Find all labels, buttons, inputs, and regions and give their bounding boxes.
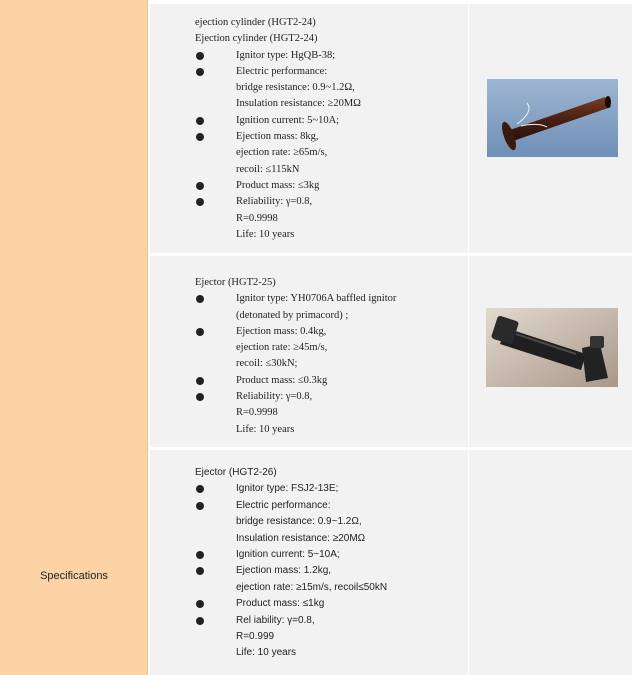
bullet-icon bbox=[196, 182, 204, 190]
spec-line: ejection rate: ≥15m/s, recoil≤50kN bbox=[236, 581, 388, 593]
spec-line: ejection rate: ≥45m/s, bbox=[236, 342, 328, 354]
spec-line: Product mass: ≤1kg bbox=[195, 596, 468, 612]
spec-line: bridge resistance: 0.9~1.2Ω, bbox=[236, 82, 355, 94]
spec-line: Rel iability: γ=0.8, bbox=[195, 613, 468, 629]
spec-line: ejection cylinder (HGT2-24) bbox=[195, 17, 316, 28]
bullet-icon bbox=[196, 485, 204, 493]
bullet-icon bbox=[196, 393, 204, 401]
spec-line: Ejection mass: 1.2kg, bbox=[195, 563, 468, 579]
bullet-icon bbox=[196, 295, 204, 303]
bullet-icon bbox=[196, 52, 204, 60]
spec-line: Ignition current: 5~10A; bbox=[195, 113, 468, 129]
spec-line: Insulation resistance: ≥20MΩ bbox=[236, 98, 361, 110]
spec-line: Life: 10 years bbox=[236, 228, 295, 240]
spec-line: Life: 10 years bbox=[236, 423, 295, 435]
bullet-icon bbox=[196, 567, 204, 575]
bullet-icon bbox=[196, 68, 204, 76]
spec-line: Electric performance: bbox=[195, 64, 468, 80]
ejection-cylinder-photo bbox=[487, 79, 618, 157]
spec-line: R=0.9998 bbox=[236, 212, 278, 224]
product-row-hgt2-26 bbox=[150, 450, 632, 675]
bullet-icon bbox=[196, 617, 204, 625]
spec-line: Ejection mass: 8kg, bbox=[195, 129, 468, 145]
spec-line: bridge resistance: 0.9~1.2Ω, bbox=[236, 516, 362, 528]
spec-line: Ignitor type: HgQB-38; bbox=[195, 48, 468, 64]
ejector-photo bbox=[486, 308, 618, 387]
spec-line: recoil: ≤115kN bbox=[236, 163, 300, 175]
spec-line: Product mass: ≤3kg bbox=[195, 178, 468, 194]
bullet-icon bbox=[196, 600, 204, 608]
product-description bbox=[150, 4, 469, 253]
spec-line: R=0.9998 bbox=[236, 407, 278, 419]
product-description bbox=[150, 450, 469, 675]
specifications-label-cell bbox=[0, 0, 148, 675]
spec-line: Product mass: ≤0.3kg bbox=[195, 373, 468, 389]
bullet-icon bbox=[196, 117, 204, 125]
bullet-icon bbox=[196, 551, 204, 559]
product-image-cell bbox=[470, 256, 632, 447]
spec-line: Ejection cylinder (HGT2-24) bbox=[195, 33, 318, 45]
product-row-hgt2-25 bbox=[150, 256, 632, 447]
bullet-icon bbox=[196, 198, 204, 206]
product-image-cell bbox=[470, 4, 632, 253]
spec-line: Ignitor type: YH0706A baffled ignitor bbox=[195, 291, 468, 307]
spec-line: Insulation resistance: ≥20MΩ bbox=[236, 532, 366, 544]
bullet-icon bbox=[196, 377, 204, 385]
bullet-icon bbox=[196, 133, 204, 141]
spec-line: Ignition current: 5~10A; bbox=[195, 547, 468, 563]
specifications-label: Specifications bbox=[40, 570, 108, 582]
spec-line: Electric performance: bbox=[195, 498, 468, 514]
spec-line: Ejector (HGT2-26) bbox=[195, 467, 277, 478]
spec-line: Ejection mass: 0.4kg, bbox=[195, 324, 468, 340]
spec-line: ejection rate: ≥65m/s, bbox=[236, 147, 328, 159]
product-description bbox=[150, 256, 469, 447]
bullet-icon bbox=[196, 328, 204, 336]
spec-line: (detonated by primacord) ; bbox=[236, 309, 349, 321]
product-row-hgt2-24 bbox=[150, 4, 632, 253]
spec-line: Ejector (HGT2-25) bbox=[195, 277, 276, 288]
spec-line: Reliability: γ=0.8, bbox=[195, 194, 468, 210]
spec-line: R=0.999 bbox=[236, 630, 275, 642]
spec-line: Life: 10 years bbox=[236, 647, 297, 659]
spec-line: recoil: ≤30kN; bbox=[236, 358, 298, 370]
spec-line: Ignitor type: FSJ2-13E; bbox=[195, 481, 468, 497]
product-image-cell bbox=[470, 450, 632, 675]
spec-line: Reliability: γ=0.8, bbox=[195, 389, 468, 405]
bullet-icon bbox=[196, 502, 204, 510]
